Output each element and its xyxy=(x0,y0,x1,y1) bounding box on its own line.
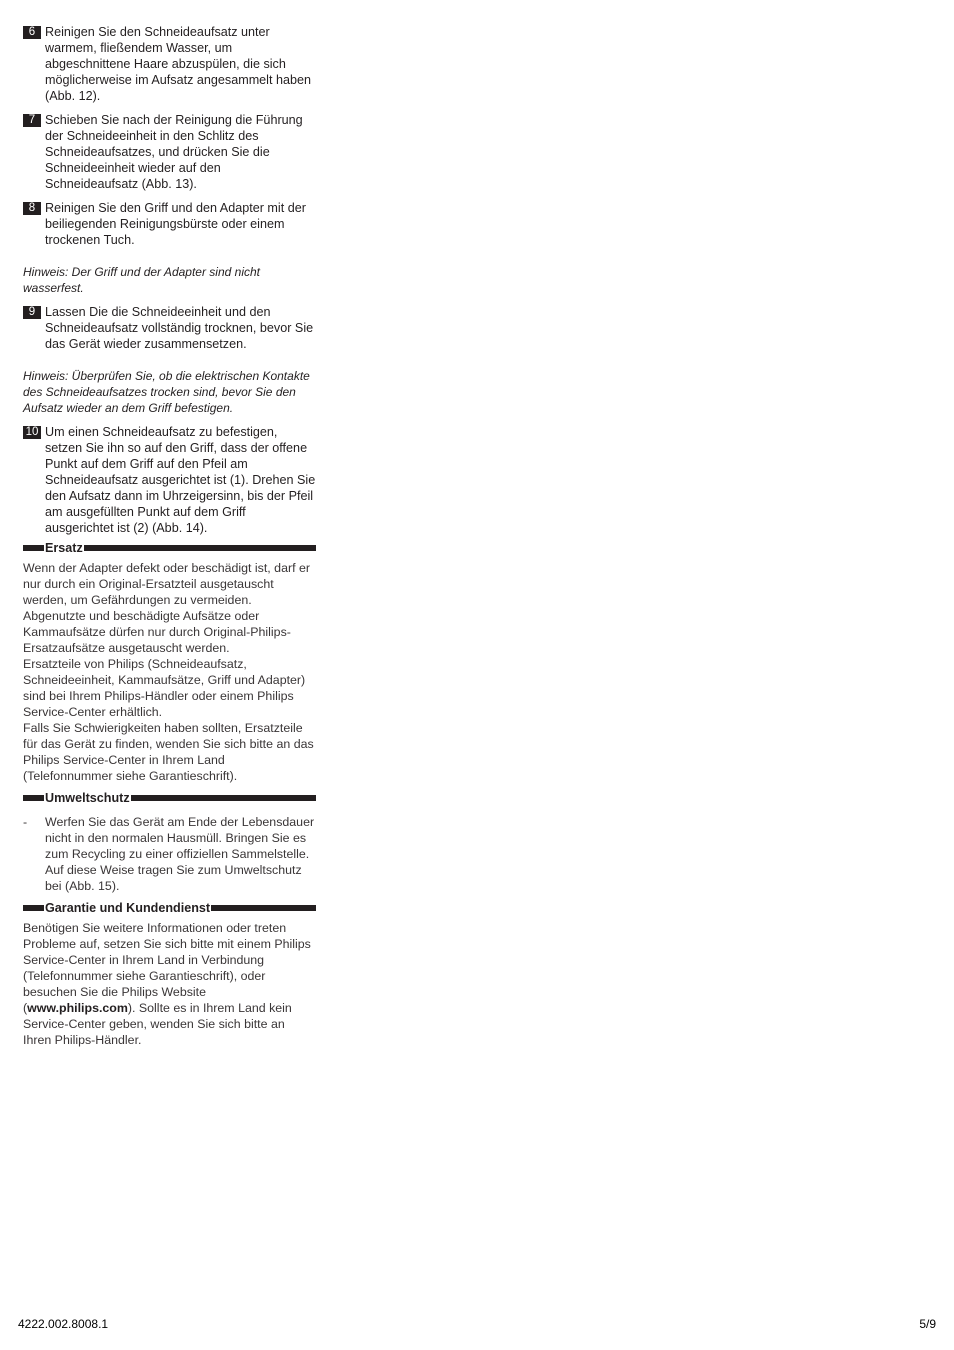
heading-title: Garantie und Kundendienst xyxy=(45,901,211,915)
heading-bar-left xyxy=(23,545,44,551)
step-text: Reinigen Sie den Schneideaufsatz unter warmem, fließendem Wasser, um abgeschnittene Haare abzuspülen, die sich möglicherweise im Aufsatz angesammelt haben (Abb. 12). xyxy=(45,25,311,103)
step-number: 7 xyxy=(23,114,41,127)
heading-title: Ersatz xyxy=(45,541,83,555)
paragraph: Abgenutzte und beschädigte Aufsätze oder Kammaufsätze dürfen nur durch Original-Philips-Ersatzaufsätze ausgetauscht werden. xyxy=(23,609,291,655)
step-number: 9 xyxy=(23,306,41,319)
heading-bar-left xyxy=(23,905,44,911)
page-number: 5/9 xyxy=(919,1317,936,1331)
note-contacts: Hinweis: Überprüfen Sie, ob die elektrischen Kontakte des Schneideaufsatzes trocken sind, bevor Sie den Aufsatz wieder an dem Griff befestigen. xyxy=(23,369,310,415)
heading-bar-right xyxy=(131,795,316,801)
list-item-text: Werfen Sie das Gerät am Ende der Lebensdauer nicht in den normalen Hausmüll. Bringen Sie es zum Recycling zu einer offiziellen Sammelstelle. Auf diese Weise tragen Sie zum Umweltschutz bei (Abb. 15). xyxy=(45,815,315,893)
umwelt-list-item xyxy=(23,814,316,894)
step-8 xyxy=(23,200,316,248)
step-number: 6 xyxy=(23,26,41,39)
paragraph: Ersatzteile von Philips (Schneideaufsatz, Schneideeinheit, Kammaufsätze, Griff und Adapter) sind bei Ihrem Philips-Händler oder einem Philips Service-Center erhältlich. xyxy=(23,657,306,719)
step-6 xyxy=(23,24,316,104)
document-number: 4222.002.8008.1 xyxy=(18,1317,109,1331)
step-number: 10 xyxy=(23,426,41,439)
step-text: Reinigen Sie den Griff und den Adapter mit der beiliegenden Reinigungsbürste oder einem trockenen Tuch. xyxy=(45,201,306,247)
section-heading-garantie xyxy=(23,900,316,916)
paragraph: Wenn der Adapter defekt oder beschädigt ist, darf er nur durch ein Original-Ersatzteil ausgetauscht werden, um Gefährdungen zu vermeiden. xyxy=(23,561,310,607)
garantie-body xyxy=(23,920,316,1048)
step-10 xyxy=(23,424,316,536)
heading-bar-left xyxy=(23,795,44,801)
step-text: Um einen Schneideaufsatz zu befestigen, setzen Sie ihn so auf den Griff, dass der offene Punkt auf dem Griff auf den Pfeil am Schneideaufsatz ausgerichtet ist (1). Drehen Sie den Aufsatz dann im Uhrzeigersinn, bis der Pfeil am ausgefüllten Punkt auf dem Griff ausgerichtet ist (2) (Abb. 14). xyxy=(45,425,316,535)
content-column xyxy=(23,24,316,1048)
garantie-text-before: Benötigen Sie weitere Informationen oder treten Probleme auf, setzen Sie sich bitte mit einem Philips Service-Center in Ihrem Land in Verbindung (Telefonnummer siehe Garantieschrift), oder besuchen Sie die Philips Website ( xyxy=(23,921,311,1015)
heading-title: Umweltschutz xyxy=(45,791,130,805)
step-7 xyxy=(23,112,316,192)
section-heading-ersatz xyxy=(23,540,316,556)
step-text: Lassen Die die Schneideeinheit und den Schneideaufsatz vollständig trocknen, bevor Sie das Gerät wieder zusammensetzen. xyxy=(45,305,314,351)
garantie-text-after: ). Sollte es in Ihrem Land kein Service-Center geben, wenden Sie sich bitte an Ihren Philips-Händler. xyxy=(23,1001,292,1047)
dash-bullet: - xyxy=(23,815,28,829)
heading-bar-right xyxy=(211,905,316,911)
step-number: 8 xyxy=(23,202,41,215)
step-9 xyxy=(23,304,316,352)
paragraph: Falls Sie Schwierigkeiten haben sollten, Ersatzteile für das Gerät zu finden, wenden Sie sich bitte an das Philips Service-Center in Ihrem Land (Telefonnummer siehe Garantieschrift). xyxy=(23,721,314,783)
heading-bar-right xyxy=(84,545,316,551)
philips-website-link[interactable]: www.philips.com xyxy=(27,1001,128,1015)
section-heading-umweltschutz xyxy=(23,790,316,806)
step-text: Schieben Sie nach der Reinigung die Führung der Schneideeinheit in den Schlitz des Schneideaufsatzes, und drücken Sie die Schneideeinheit wieder auf den Schneideaufsatz (Abb. 13). xyxy=(45,113,303,191)
note-waterproof: Hinweis: Der Griff und der Adapter sind nicht wasserfest. xyxy=(23,265,260,295)
ersatz-body xyxy=(23,560,316,784)
